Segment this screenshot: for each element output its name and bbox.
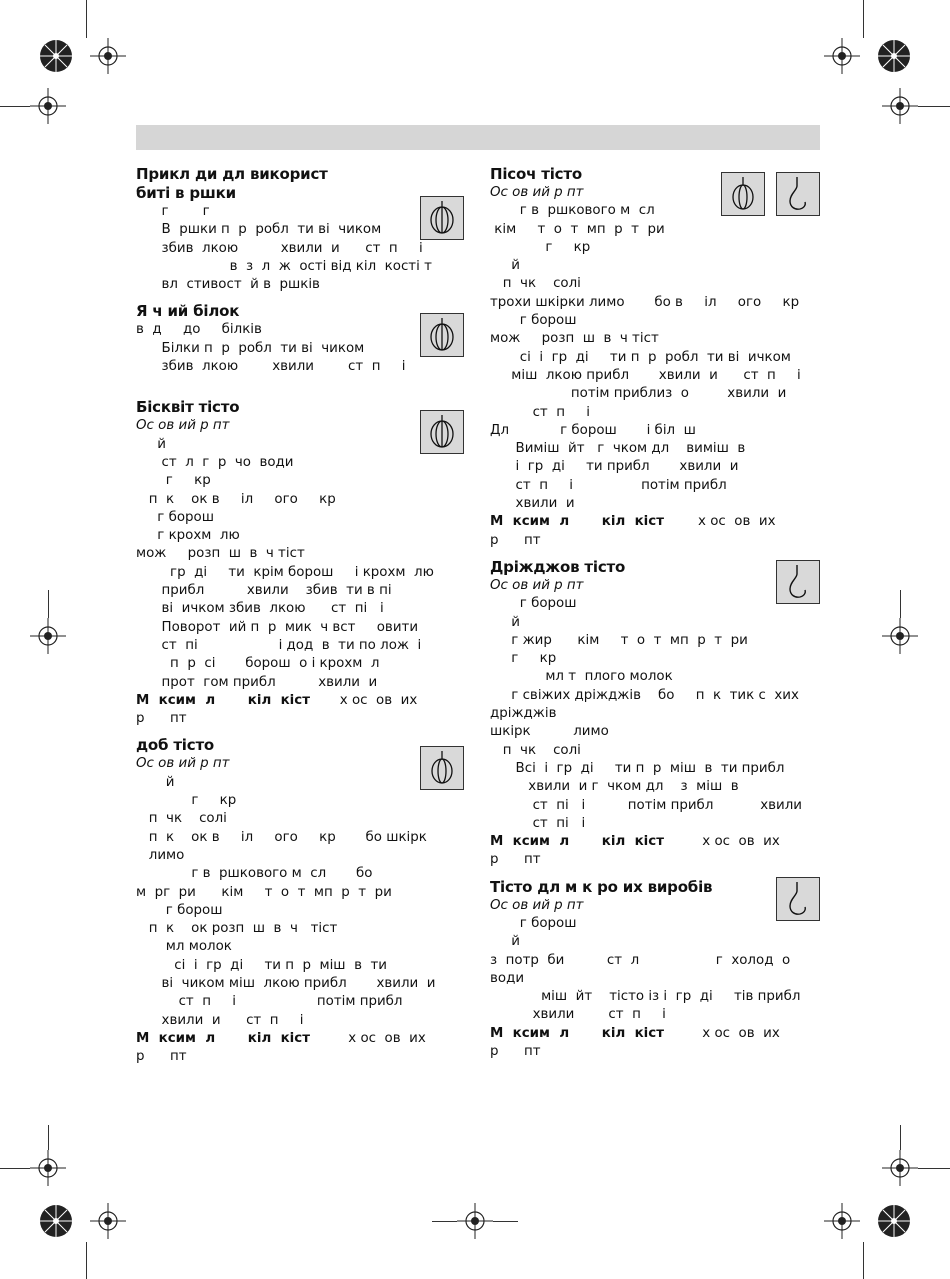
text-line: ст п і потім прибл [136, 994, 403, 1010]
section-title: биті в ршки [136, 184, 236, 202]
text-line: г борош [490, 313, 577, 329]
text-line: вл стивост й в ршків [136, 277, 320, 293]
max-quantity-line [490, 833, 820, 851]
egg-white-section [136, 302, 466, 376]
max-quantity-text: х ос ов их [309, 1030, 426, 1046]
crop-line [918, 106, 950, 107]
text-line: й [490, 614, 520, 630]
crosshair-bottom-right [824, 1203, 860, 1239]
text-line: сі і гр ді ти п р робл ти ві ичком [490, 349, 791, 365]
text-line: мож розп ш в ч тіст [136, 546, 305, 562]
text-line: п чк солі [490, 742, 581, 758]
text-line: р пт [490, 1044, 541, 1060]
max-quantity-line [490, 513, 820, 531]
crosshair-top-left [90, 38, 126, 74]
crop-line [48, 1125, 49, 1150]
crosshair-bottom-right-2 [882, 1150, 918, 1186]
text-line: й [490, 258, 520, 274]
text-line: Білки п р робл ти ві чиком [136, 340, 365, 356]
text-line: хвили ст п і [490, 1007, 666, 1023]
crosshair-bottom-left-2 [90, 1203, 126, 1239]
text-line: з потр би ст л г холод о [490, 952, 791, 968]
header-band [136, 125, 820, 150]
text-line: г в ршкового м сл бо [136, 866, 373, 882]
text-line: і гр ді ти прибл хвили и [490, 459, 739, 475]
section-subtitle: Ос ов ий р пт [136, 418, 230, 434]
text-line: п чк солі [490, 276, 581, 292]
crosshair-bottom-center [457, 1203, 493, 1239]
text-line: м рг ри кім т о т мп р т ри [136, 884, 392, 900]
registration-mark-top-right [876, 38, 912, 74]
crosshair-middle-right [882, 618, 918, 654]
registration-mark-bottom-left [38, 1203, 74, 1239]
crosshair-top-left-2 [30, 88, 66, 124]
text-line: ст пі і дод в ти по лож і [136, 637, 422, 653]
text-line: г крохм лю [136, 528, 240, 544]
max-quantity-text: х ос ов их [663, 514, 776, 530]
registration-mark-bottom-right [876, 1203, 912, 1239]
max-quantity-line [490, 1025, 820, 1043]
text-line: г борош [136, 902, 223, 918]
section-title: Прикл ди дл використ [136, 165, 328, 183]
shortcrust-dough-section [490, 165, 820, 550]
section-title: доб тісто [136, 736, 215, 755]
text-line: дріжджів [490, 706, 557, 722]
text-line: Дл г борош і біл ш [490, 422, 696, 438]
text-line: ст пі і потім прибл хвили [490, 797, 802, 813]
text-line: ст л г р чо води [136, 454, 294, 470]
text-line: г в ршкового м сл [490, 203, 655, 219]
max-quantity-label: М ксим л кіл кіст [136, 692, 310, 708]
text-line: р пт [136, 711, 187, 727]
text-line: г борош [490, 596, 577, 612]
text-line: п чк солі [136, 811, 227, 827]
text-line: в д до білків [136, 322, 262, 338]
crop-line [863, 1242, 864, 1279]
whipped-cream-section [136, 165, 466, 294]
text-line: ві чиком міш лкою прибл хвили и [136, 975, 436, 991]
text-line: мл т плого молок [490, 669, 673, 685]
max-quantity-text: х ос ов их [663, 834, 780, 850]
text-line: ст п і потім прибл [490, 477, 727, 493]
max-quantity-line [136, 692, 466, 710]
text-line: гр ді ти крім борош і крохм лю [136, 564, 434, 580]
crop-line [900, 1125, 901, 1150]
text-line: ст п і [490, 404, 590, 420]
crosshair-middle-left [30, 618, 66, 654]
text-line: п к ок в іл ого кр [136, 491, 336, 507]
text-line: г борош [490, 915, 577, 931]
text-line: р пт [490, 532, 541, 548]
text-line: ві ичком збив лкою ст пі і [136, 601, 384, 617]
text-line: води [490, 970, 525, 986]
text-line: г кр [490, 239, 591, 255]
crop-line [493, 1221, 518, 1222]
text-line: г жир кім т о т мп р т ри [490, 632, 748, 648]
crop-line [918, 1168, 950, 1169]
text-line: р пт [136, 1049, 187, 1065]
text-line: п к ок в іл ого кр бо шкірк [136, 829, 427, 845]
shortbread-dough-section [136, 736, 466, 1066]
text-line: й [136, 436, 166, 452]
section-title: Тісто дл м к ро их виробів [490, 877, 713, 896]
section-subtitle: Ос ов ий р пт [136, 756, 230, 772]
text-line: г свіжих дріжджів бо п к тик с хих [490, 687, 799, 703]
text-line: г кр [136, 473, 211, 489]
text-line: прибл хвили збив ти в пі [136, 583, 392, 599]
text-line: мож розп ш в ч тіст [490, 331, 659, 347]
crosshair-bottom-left [30, 1150, 66, 1186]
text-line: хвили и г чком дл з міш в [490, 779, 739, 795]
pasta-dough-section [490, 878, 820, 1062]
max-quantity-text: х ос ов их [663, 1025, 780, 1041]
text-line: В ршки п р робл ти ві чиком [136, 222, 382, 238]
sponge-dough-section [136, 398, 466, 728]
text-line: мл молок [136, 939, 232, 955]
crosshair-top-right-2 [882, 88, 918, 124]
crop-line [863, 0, 864, 38]
text-line: трохи шкірки лимо бо в іл ого кр [490, 294, 800, 310]
text-line: г г [136, 204, 210, 219]
left-column [136, 165, 466, 1066]
max-quantity-label: М ксим л кіл кіст [136, 1030, 310, 1046]
text-line: ст пі і [490, 815, 586, 831]
text-line: п р сі борош о і крохм л [136, 656, 380, 672]
crop-line [0, 106, 30, 107]
text-line: потім приблиз о хвили и [490, 386, 787, 402]
section-subtitle: Ос ов ий р пт [490, 185, 584, 200]
crosshair-top-right [824, 38, 860, 74]
text-line: міш йт тісто із і гр ді тів прибл [490, 989, 801, 1005]
text-line: г борош [136, 509, 214, 525]
section-subtitle: Ос ов ий р пт [490, 577, 584, 593]
yeast-dough-section [490, 558, 820, 870]
text-line: збив лкою хвили и ст п і [136, 240, 423, 256]
text-line: Поворот ий п р мик ч вст овити [136, 619, 419, 635]
text-line: шкірк лимо [490, 724, 609, 740]
max-quantity-label: М ксим л кіл кіст [490, 514, 664, 530]
section-subtitle: Ос ов ий р пт [490, 897, 584, 913]
right-column [490, 165, 820, 1061]
text-line: р пт [490, 852, 541, 868]
max-quantity-text: х ос ов их [309, 692, 418, 708]
text-line: хвили и ст п і [136, 1012, 304, 1028]
section-title: Пісоч тісто [490, 165, 582, 183]
text-line: збив лкою хвили ст п і [136, 359, 406, 375]
max-quantity-line [136, 1030, 466, 1048]
crop-line [432, 1221, 457, 1222]
text-line: прот гом прибл хвили и [136, 674, 378, 690]
section-title: Я ч ий білок [136, 302, 240, 321]
crop-line [0, 1168, 30, 1169]
crop-line [86, 1242, 87, 1279]
max-quantity-label: М ксим л кіл кіст [490, 834, 664, 850]
text-line: й [490, 934, 520, 950]
text-line: г кр [490, 651, 557, 667]
section-title: Дріжджов тісто [490, 557, 626, 576]
crop-line [86, 0, 87, 38]
text-line: в з л ж ості від кіл кості т [136, 258, 432, 274]
max-quantity-label: М ксим л кіл кіст [490, 1025, 664, 1041]
text-line: п к ок розп ш в ч тіст [136, 921, 338, 937]
text-line: кім т о т мп р т ри [490, 221, 665, 237]
text-line: Виміш йт г чком дл виміш в [490, 441, 746, 457]
section-title: Бісквіт тісто [136, 398, 240, 417]
text-line: г кр [136, 793, 237, 809]
crop-line [48, 590, 49, 618]
registration-mark-top-left [38, 38, 74, 74]
text-line: й [136, 774, 175, 790]
text-line: хвили и [490, 496, 575, 512]
text-line: міш лкою прибл хвили и ст п і [490, 367, 801, 383]
text-line: Всі і гр ді ти п р міш в ти прибл [490, 760, 785, 776]
crop-line [900, 590, 901, 618]
text-line: лимо [136, 847, 185, 863]
text-line: сі і гр ді ти п р міш в ти [136, 957, 387, 973]
